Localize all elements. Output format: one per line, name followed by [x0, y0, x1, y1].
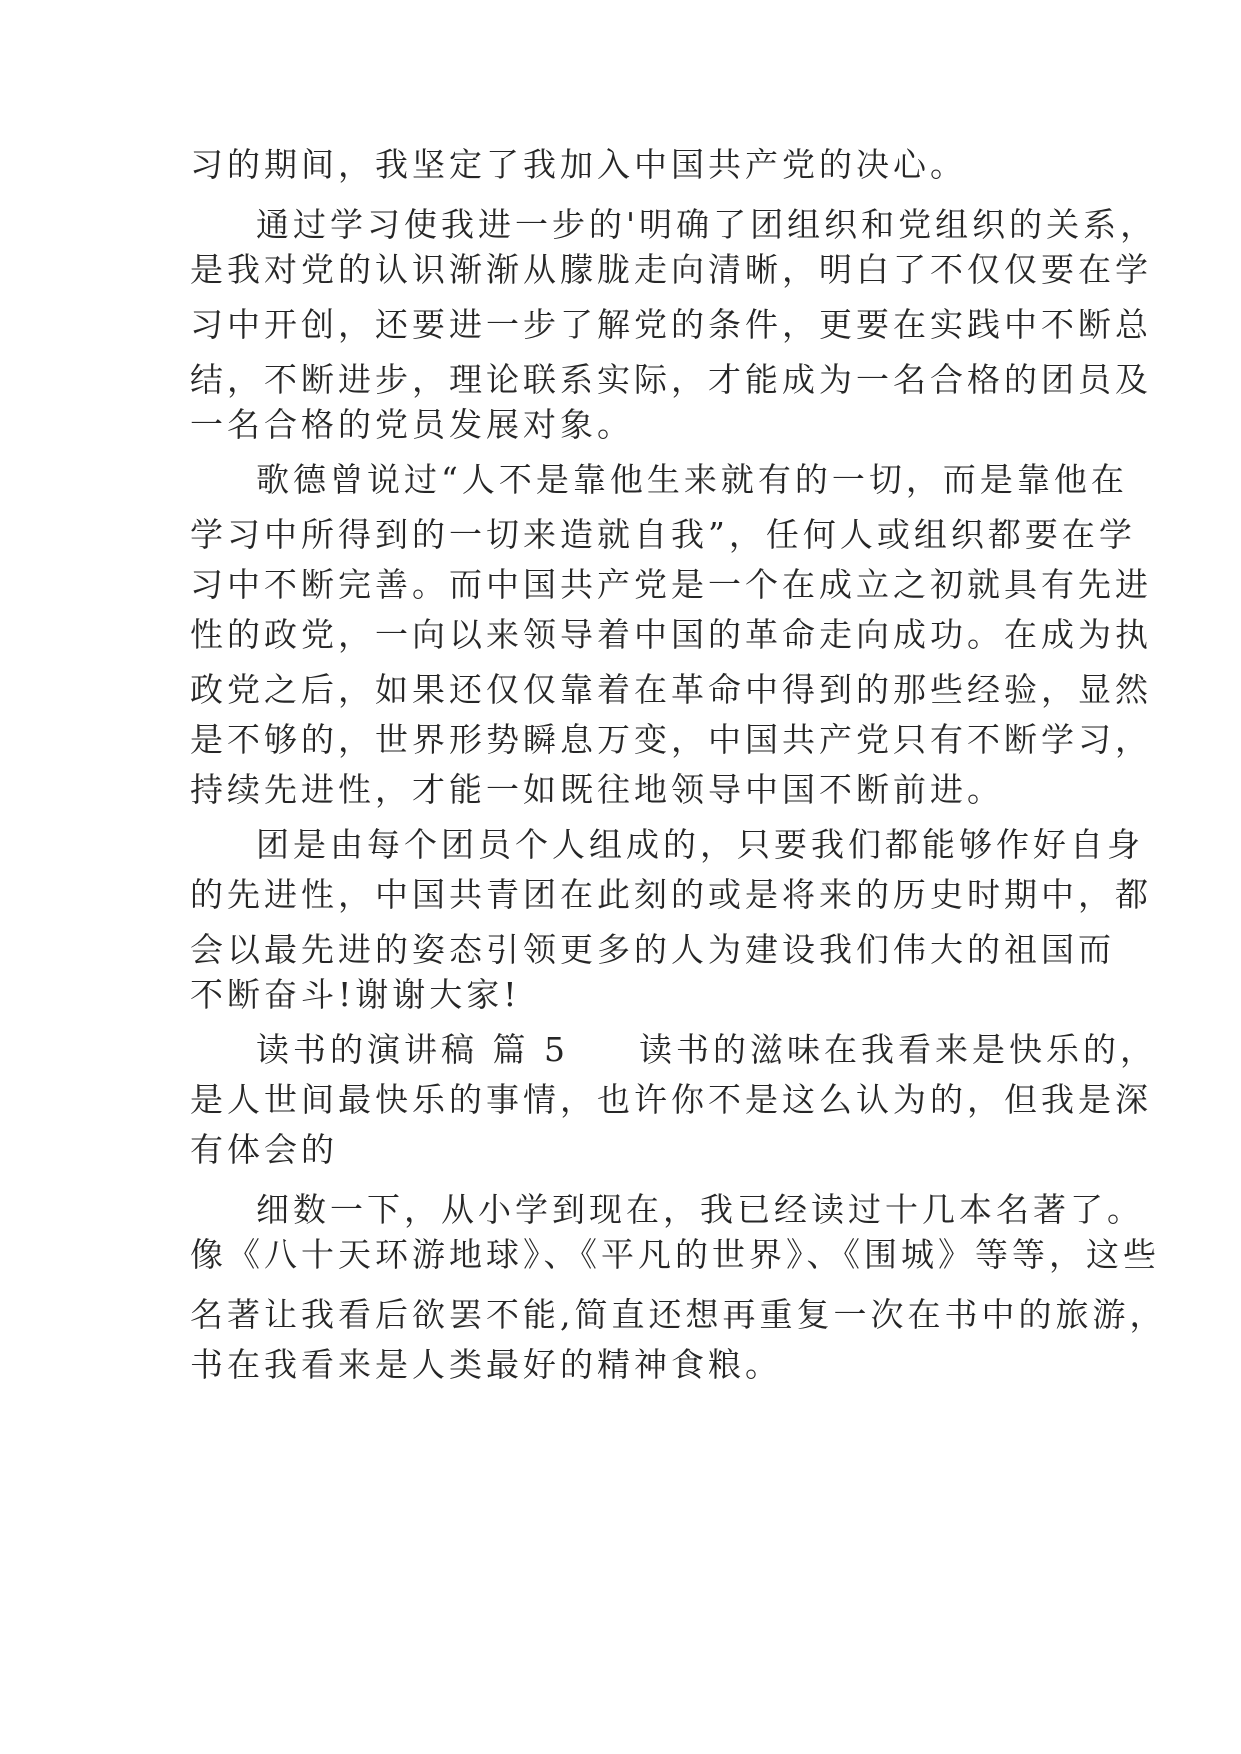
text-line: 的先进性，中国共青团在此刻的或是将来的历史时期中，都 [190, 875, 1152, 914]
text-line: 学习中所得到的一切来造就自我”，任何人或组织都要在学 [190, 515, 1136, 554]
text-line: 通过学习使我进一步的'明确了团组织和党组织的关系， [256, 205, 1158, 244]
text-line: 是不够的，世界形势瞬息万变，中国共产党只有不断学习， [190, 720, 1152, 759]
text-line: 名著让我看后欲罢不能,简直还想再重复一次在书中的旅游， [190, 1295, 1167, 1334]
text-line: 细数一下，从小学到现在，我已经读过十几本名著了。 [256, 1190, 1144, 1229]
text-line: 习的期间，我坚定了我加入中国共产党的决心。 [190, 145, 967, 184]
text-line: 有体会的 [190, 1130, 338, 1169]
section-heading: 读书的演讲稿 篇 5 [256, 1030, 569, 1069]
text-line: 不断奋斗!谢谢大家! [190, 975, 521, 1014]
text-line: 像《八十天环游地球》、《平凡的世界》、《围城》等等，这些 [190, 1235, 1160, 1274]
text-line: 书在我看来是人类最好的精神食粮。 [190, 1345, 782, 1384]
text-line: 一名合格的党员发展对象。 [190, 405, 634, 444]
text-line: 习中不断完善。而中国共产党是一个在成立之初就具有先进 [190, 565, 1152, 604]
text-line: 会以最先进的姿态引领更多的人为建设我们伟大的祖国而 [190, 930, 1115, 969]
text-line: 歌德曾说过“人不是靠他生来就有的一切，而是靠他在 [256, 460, 1128, 499]
text-line: 结，不断进步，理论联系实际，才能成为一名合格的团员及 [190, 360, 1152, 399]
text-line: 持续先进性，才能一如既往地领导中国不断前进。 [190, 770, 1004, 809]
text-line: 团是由每个团员个人组成的，只要我们都能够作好自身 [256, 825, 1144, 864]
text-line: 习中开创，还要进一步了解党的条件，更要在实践中不断总 [190, 305, 1152, 344]
text-line: 是我对党的认识渐渐从朦胧走向清晰，明白了不仅仅要在学 [190, 250, 1152, 289]
text-line: 性的政党，一向以来领导着中国的革命走向成功。在成为执 [190, 615, 1152, 654]
text-line: 政党之后，如果还仅仅靠着在革命中得到的那些经验，显然 [190, 670, 1152, 709]
text-line-continuation: 读书的滋味在我看来是快乐的， [638, 1030, 1157, 1069]
text-line: 是人世间最快乐的事情，也许你不是这么认为的，但我是深 [190, 1080, 1152, 1119]
